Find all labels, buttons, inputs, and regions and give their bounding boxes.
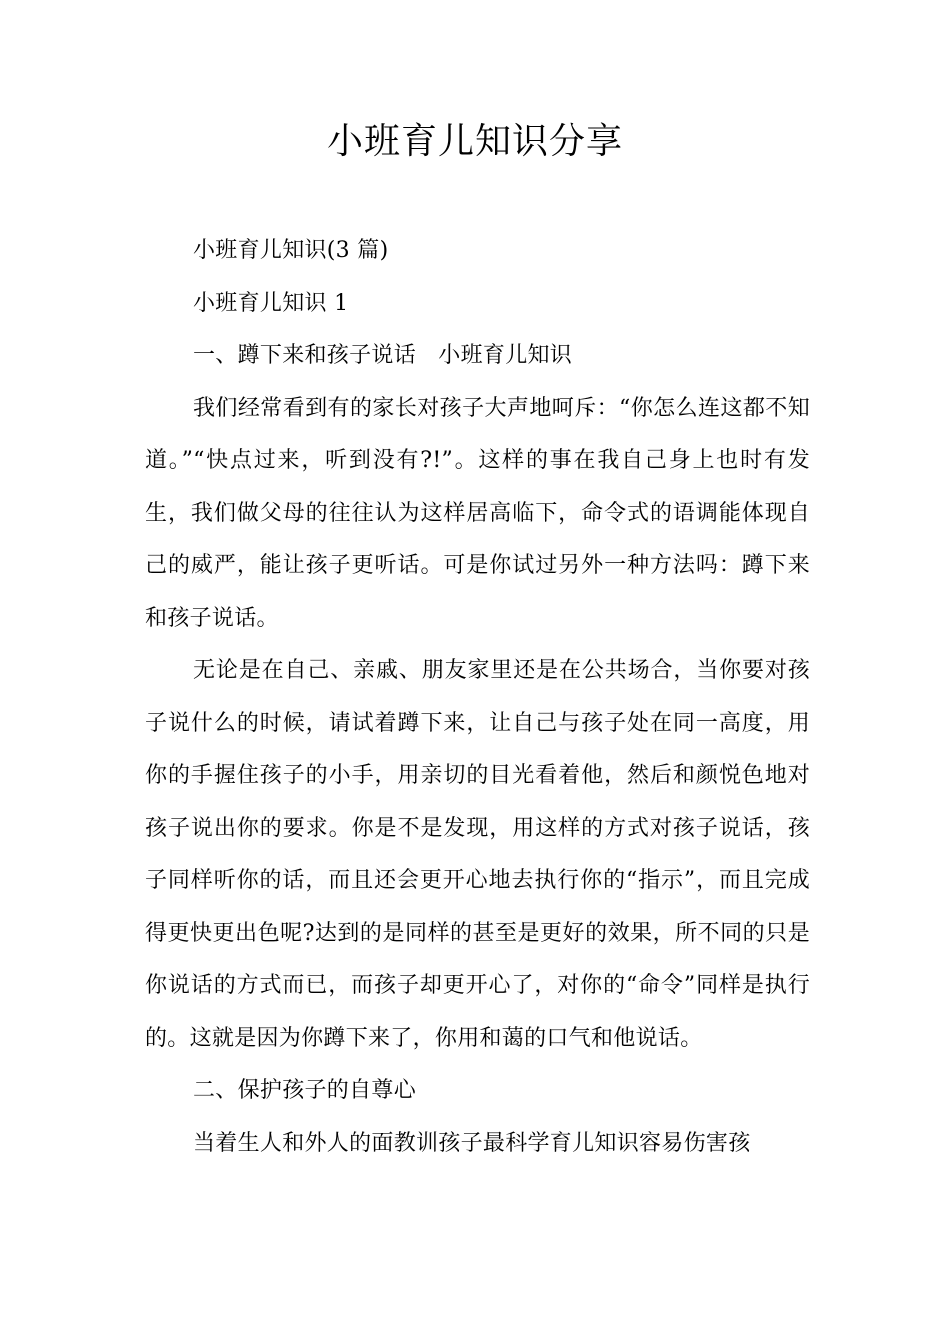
body-paragraph-2: 无论是在自己、亲戚、朋友家里还是在公共场合，当你要对孩子说什么的时候，请试着蹲下来，让自己与孩子处在同一高度，用你的手握住孩子的小手，用亲切的目光看着他，然后和颜悦色地对孩子说出你的要求。你是不是发现，用这样的方式对孩子说话，孩子同样听你的话，而且还会更开心地去执行你的“指示”，而且完成得更快更出色呢?达到的是同样的甚至是更好的效果，所不同的只是你说话的方式而已，而孩子却更开心了，对你的“命令”同样是执行的。这就是因为你蹲下来了，你用和蔼的口气和他说话。 <box>145 658 810 1051</box>
subsection-heading-1: 一、蹲下来和孩子说话 小班育儿知识 <box>193 343 573 368</box>
document-title: 小班育儿知识分享 <box>326 121 623 162</box>
subtitle-paragraph: 小班育儿知识(3 篇) <box>193 238 389 263</box>
subsection-heading-2: 二、保护孩子的自尊心 <box>193 1078 417 1103</box>
section-heading-1: 小班育儿知识 1 <box>193 290 349 316</box>
document-body <box>145 225 810 1170</box>
body-paragraph-3: 当着生人和外人的面教训孩子最科学育儿知识容易伤害孩 <box>193 1130 751 1156</box>
body-paragraph-1: 我们经常看到有的家长对孩子大声地呵斥：“你怎么连这都不知道。”“快点过来，听到没有?!”。这样的事在我自己身上也时有发生，我们做父母的往往认为这样居高临下，命令式的语调能体现自己的威严，能让孩子更听话。可是你试过另外一种方法吗：蹲下来和孩子说话。 <box>145 395 810 631</box>
